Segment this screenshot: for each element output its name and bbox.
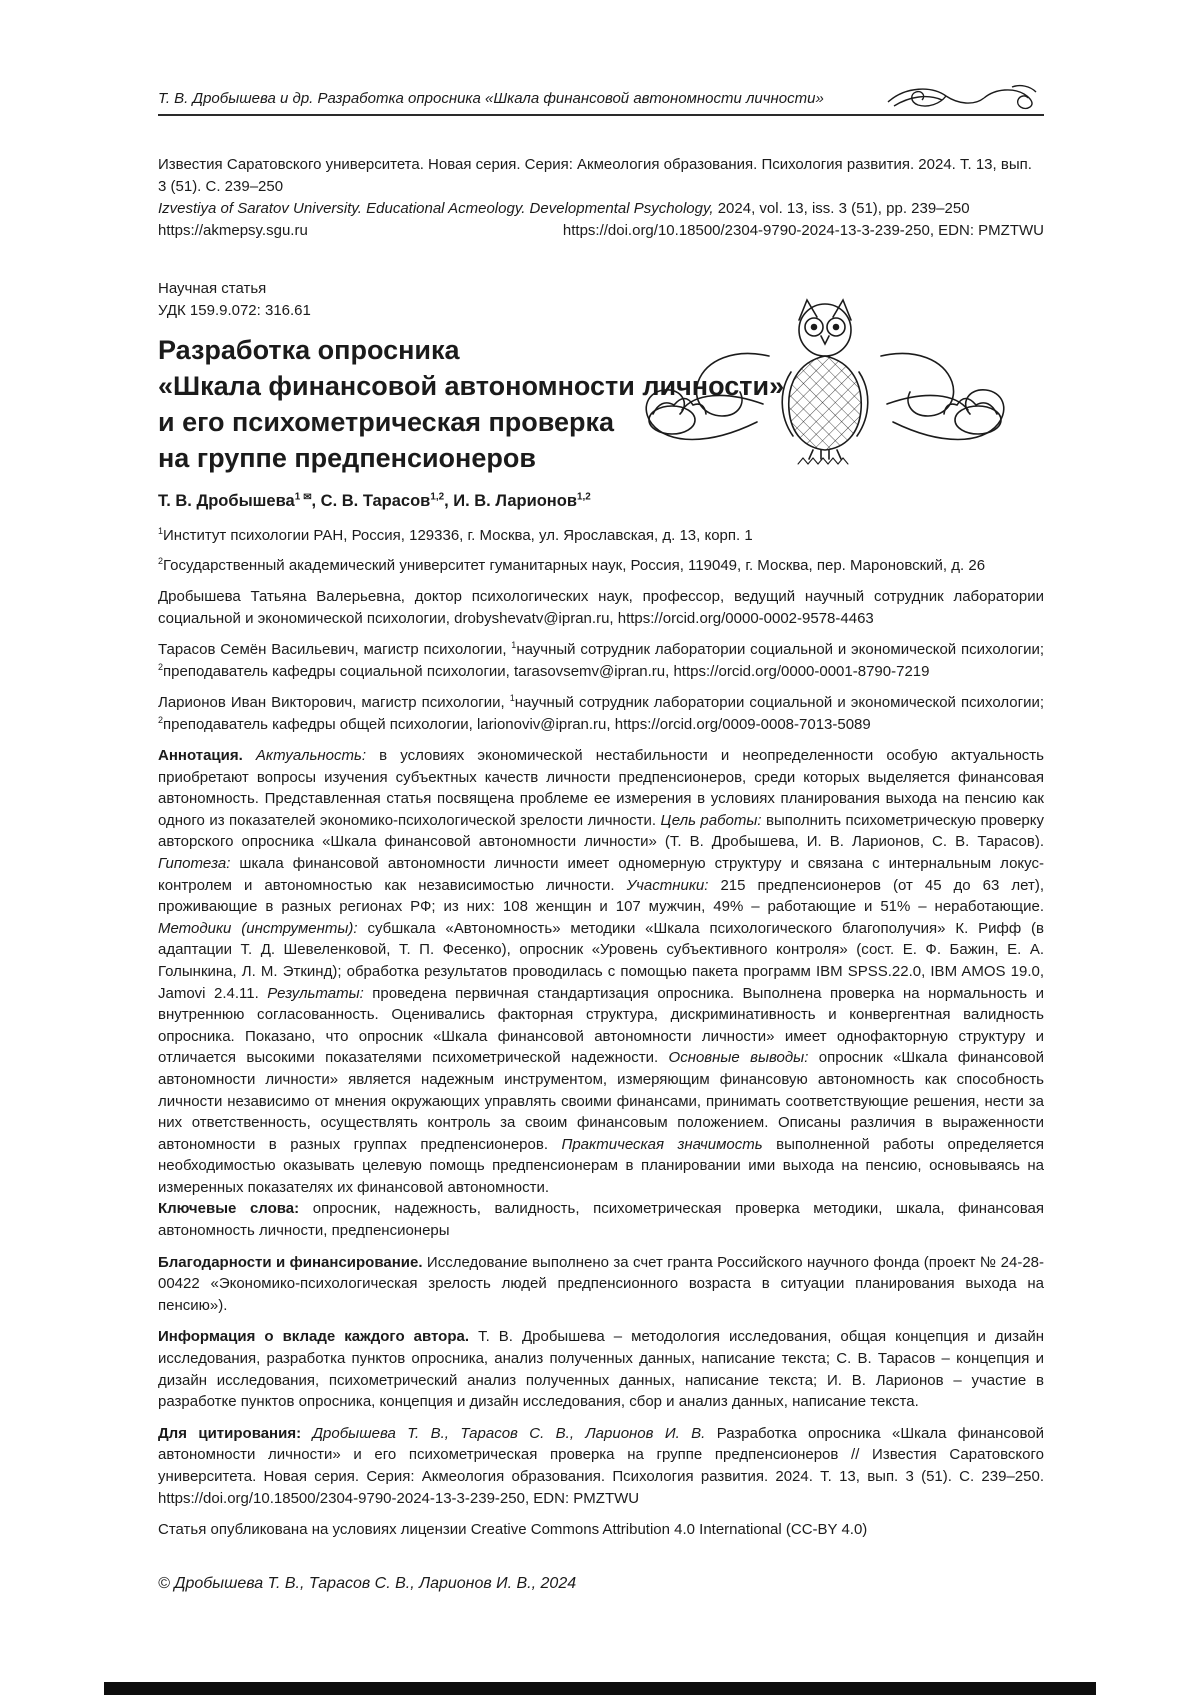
authors-line	[158, 492, 1044, 511]
title-line: «Шкала финансовой автономности личности»	[158, 371, 785, 401]
journal-url-link[interactable]: https://akmepsy.sgu.ru	[158, 222, 308, 239]
author-bio: Ларионов Иван Викторович, магистр психологии, $^1$научный сотрудник лаборатории социальной и экономической психологии; $^2$преподаватель кафедры общей психологии, larionoviv@ipran.ru, https://orcid.org/0009-0008-7013-5089	[158, 693, 1044, 733]
funding-paragraph: Благодарности и финансирование. Исследование выполнено за счет гранта Российского научного фонда (проект № 24-28-00422 «Экономико-психологическая зрелость людей предпенсионного возраста в ситуации планирования выхода на пенсию»).	[158, 1253, 1044, 1314]
header-rule	[158, 114, 1044, 116]
title-line: на группе предпенсионеров	[158, 443, 536, 473]
udk-label: УДК 159.9.072: 316.61	[158, 302, 311, 319]
page-bottom-bar	[104, 1682, 1096, 1695]
author-name: И. В. Ларионов	[453, 492, 578, 510]
keywords-paragraph: Ключевые слова: опросник, надежность, валидность, психометрическая проверка методики, шкала, финансовая автономность личности, предпенсионеры	[158, 1200, 1044, 1240]
owl-ornament	[638, 294, 1012, 466]
author-bios	[158, 586, 1044, 735]
header-ornament-icon	[884, 84, 1044, 110]
affiliation-line: $^2$Государственный академический университет гуманитарных наук, Россия, 119049, г. Москва, пер. Мароновский, д. 26	[158, 556, 986, 574]
author-affiliation-mark: 1	[294, 491, 301, 503]
abstract-paragraph: Аннотация. Актуальность: в условиях экономической нестабильности и неопределенности особую актуальность приобретают вопросы изучения субъектных качеств личности предпенсионеров, среди которых выделяется финансовая автономность. Представленная статья посвящена проблеме ее измерения в условиях планирования выхода на пенсию как одного из показателей экономико-психологической зрелости личности. Цель работы: выполнить психометрическую проверку авторского опросника «Шкала финансовой автономности личности» (Т. В. Дробышева, И. В. Ларионов, С. В. Тарасов). Гипотеза: шкала финансовой автономности личности имеет одномерную структуру и связана с интернальным локус-контролем и автономностью как независимостью личности. Участники: 215 предпенсионеров (от 45 до 63 лет), проживающие в разных регионах РФ; из них: 108 женщин и 107 мужчин, 49% – работающие и 51% – неработающие. Методики (инструменты): субшкала «Автономность» методики «Шкала психологического благополучия» К. Рифф (в адаптации Т. Д. Шевеленковой, Т. П. Фесенко), опросник «Уровень субъективного контроля» (сост. Е. Ф. Бажин, Е. А. Голынкина, Л. М. Эткинд); обработка результатов проводилась с помощью пакета программ IBM SPSS.22.0, IBM AMOS 19.0, Jamovi 2.4.11. Результаты: проведена первичная стандартизация опросника. Выполнена проверка на нормальность и внутреннюю согласованность. Оценивались факторная структура, дискриминативность и конвергентная валидность опросника. Показано, что опросник «Шкала финансовой автономности личности» имеет однофакторную структуру и отличается высокими показателями психометрической надежности. Основные выводы: опросник «Шкала финансовой автономности личности» является надежным инструментом, измеряющим финансовую автономность как способность личности независимо от мнения окружающих управлять своими финансами, принимать соответствующие решения, нести за них ответственность, осуществлять контроль за своим финансовым положением. Описаны различия в выраженности автономности в разных группах предпенсионеров. Практическая значимость выполненной работы определяется необходимостью оказывать целевую помощь предпенсионерам в планировании ими выхода на пенсию, основываясь на измеренных показателях их финансовой автономности.	[158, 747, 1044, 1196]
journal-meta	[158, 154, 1044, 242]
running-head-text: Т. В. Дробышева и др. Разработка опросника «Шкала финансовой автономности личности»	[158, 90, 824, 107]
doi-edn-link[interactable]: https://doi.org/10.18500/2304-9790-2024-13-3-239-250, EDN: PMZTWU	[562, 222, 1044, 239]
title-line: Разработка опросника	[158, 335, 460, 365]
author-name: С. В. Тарасов	[320, 492, 431, 510]
author-separator: ,	[444, 492, 454, 510]
author-separator: ,	[311, 492, 321, 510]
running-head-row	[158, 84, 1044, 110]
journal-line-en: Izvestiya of Saratov University. Educational Acmeology. Developmental Psychology, 2024, vol. 13, iss. 3 (51), pp. 239–250	[158, 200, 970, 217]
article-type-label: Научная статья	[158, 280, 267, 297]
author-name: Т. В. Дробышева	[158, 492, 295, 510]
author-bio: Дробышева Татьяна Валерьевна, доктор психологических наук, профессор, ведущий научный сотрудник лаборатории социальной и экономической психологии, drobyshevatv@ipran.ru, https://orcid.org/0000-0002-9578-4463	[158, 588, 1044, 627]
article-front-matter	[158, 745, 1044, 1541]
copyright-line: © Дробышева Т. В., Тарасов С. В., Ларионов И. В., 2024	[158, 1574, 577, 1592]
author-affiliation-mark: 1,2	[430, 491, 445, 503]
journal-line-ru: Известия Саратовского университета. Новая серия. Серия: Акмеология образования. Психология развития. 2024. Т. 13, вып. 3 (51). С. 239–250	[158, 156, 1032, 195]
contribution-paragraph: Информация о вкладе каждого автора. Т. В. Дробышева – методология исследования, общая концепция и дизайн исследования, разработка пунктов опросника, анализ полученных данных, написание текста; С. В. Тарасов – концепция и дизайн исследования, психометрический анализ полученных данных, написание текста; И. В. Ларионов – участие в разработке пунктов опросника, концепция и дизайн исследования, сбор и анализ данных, написание текста.	[158, 1328, 1044, 1411]
citation-paragraph: Для цитирования: Дробышева Т. В., Тарасов С. В., Ларионов И. В. Разработка опросника «Шкала финансовой автономности личности» и его психометрическая проверка на группе предпенсионеров // Известия Саратовского университета. Новая серия. Серия: Акмеология образования. Психология развития. 2024. Т. 13, вып. 3 (51). С. 239–250. https://doi.org/10.18500/2304-9790-2024-13-3-239-250, EDN: PMZTWU	[158, 1424, 1044, 1507]
title-line: и его психометрическая проверка	[158, 407, 615, 437]
author-bio: Тарасов Семён Васильевич, магистр психологии, $^1$научный сотрудник лаборатории социальной и экономической психологии; $^2$преподаватель кафедры социальной психологии, tarasovsemv@ipran.ru, https://orcid.org/0000-0001-8790-7219	[158, 640, 1044, 680]
affiliation-line: $^1$Институт психологии РАН, Россия, 129336, г. Москва, ул. Ярославская, д. 13, корп. 1	[158, 526, 753, 544]
license-line: Статья опубликована на условиях лицензии Creative Commons Attribution 4.0 International (CC-BY 4.0)	[158, 1521, 868, 1539]
affiliations	[158, 525, 1044, 576]
envelope-icon: ✉	[303, 491, 312, 503]
author-affiliation-mark: 1,2	[577, 491, 591, 503]
